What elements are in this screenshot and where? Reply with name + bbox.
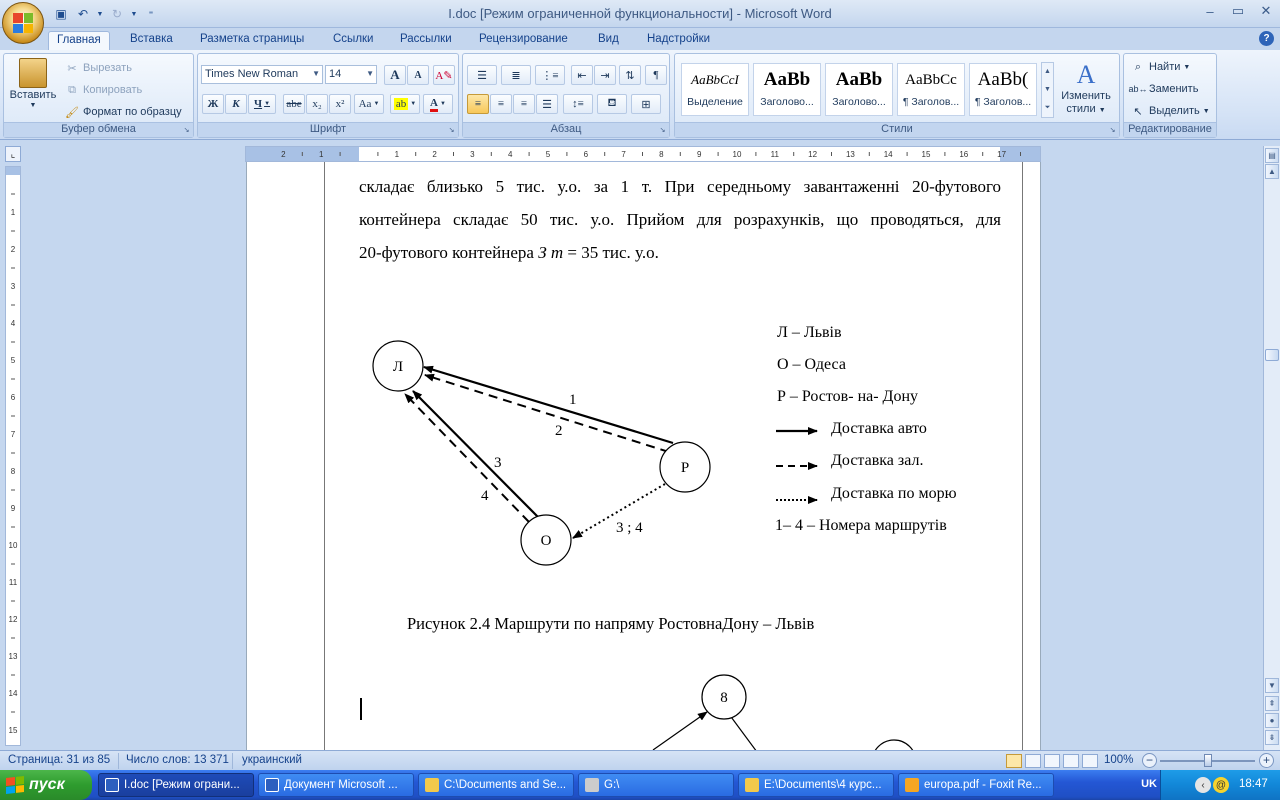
tab-mailings[interactable]: Рассылки [400, 33, 452, 45]
ruler-ticks [246, 147, 1042, 161]
web-layout-view-icon[interactable] [1044, 754, 1060, 768]
ruler-number: 3 [470, 150, 475, 159]
style-heading-3-sample: AaBbCc [905, 71, 957, 88]
highlighter-icon: ab [395, 98, 407, 110]
change-case-icon: Aa [358, 98, 372, 110]
multilevel-list-icon: ⋮≡ [541, 69, 559, 82]
editing-group [1123, 53, 1217, 138]
ruler-number: 1 [318, 150, 324, 159]
style-emphasis-name: Выделение [687, 96, 743, 108]
ruler-number: 12 [808, 150, 818, 159]
increase-indent-icon: ⇥ [600, 69, 610, 82]
customize-qat-icon[interactable]: ⁼ [148, 8, 154, 19]
window-controls [1196, 0, 1280, 22]
ruler-number: 13 [8, 652, 18, 661]
outline-view-icon[interactable] [1063, 754, 1079, 768]
route-sea-label: 3 ; 4 [616, 520, 643, 536]
system-tray [1141, 770, 1280, 800]
style-heading-1-sample: AaBb [763, 69, 811, 90]
office-logo-icon [13, 13, 33, 33]
scroll-down-arrow-icon[interactable]: ▼ [1265, 678, 1279, 693]
taskbar-item-drive-g[interactable] [578, 773, 734, 797]
tab-insert[interactable]: Вставка [130, 33, 173, 45]
style-heading-3[interactable] [897, 63, 965, 116]
ruler-number: 10 [732, 150, 742, 159]
styles-gallery-scroll[interactable] [1041, 62, 1054, 118]
pilcrow-icon: ¶ [653, 69, 659, 81]
ruler-number: 17 [997, 150, 1007, 159]
taskbar-item-document[interactable] [258, 773, 414, 797]
bold-button[interactable] [202, 94, 224, 114]
taskbar-item-label: C:\Documents and Se... [444, 779, 567, 791]
route-3-label: 3 [494, 455, 502, 471]
legend-rail: Доставка зал. [831, 452, 924, 469]
scroll-down-icon: ▼ [1044, 85, 1051, 93]
redo-icon[interactable]: ↻ [111, 7, 123, 21]
windows-flag-icon [6, 776, 24, 794]
start-button[interactable] [0, 770, 92, 800]
font-name-dropdown-icon: ▼ [312, 69, 320, 78]
change-case-button[interactable]: Aa ▼ [354, 94, 384, 114]
style-emphasis-sample: AaBbCcI [691, 72, 739, 87]
minimize-icon[interactable]: – [1206, 3, 1214, 19]
paint-bucket-icon: ⛾ [607, 97, 617, 109]
cut-label: Вырезать [83, 62, 132, 74]
style-heading-4[interactable] [969, 63, 1037, 116]
route-4-line [405, 394, 529, 522]
ruler-number: 9 [696, 150, 702, 159]
ruler-number: 7 [621, 150, 626, 159]
superscript-button[interactable] [329, 94, 351, 114]
ruler-number: 11 [770, 150, 779, 159]
node-rostov-label: Р [680, 460, 690, 476]
taskbar-item-documents-folder[interactable] [418, 773, 574, 797]
text-cursor [360, 698, 362, 720]
bold-icon: Ж [207, 98, 219, 110]
shrink-font-button[interactable] [407, 65, 429, 85]
ruler-number: 1 [10, 208, 16, 217]
ruler-number: 1 [394, 150, 400, 159]
ruler-number: 15 [921, 150, 931, 159]
undo-dropdown-icon[interactable]: ▼ [96, 10, 104, 18]
ruler-number: 7 [10, 430, 16, 439]
taskbar-item-word[interactable] [98, 773, 254, 797]
tab-references[interactable]: Ссылки [333, 33, 374, 45]
line-spacing-button[interactable] [563, 94, 593, 114]
styles-dialog-launcher-icon[interactable]: ↘ [1109, 127, 1116, 134]
line-spacing-icon: ↕≡ [572, 98, 584, 110]
strikethrough-button[interactable] [283, 94, 305, 114]
sort-button[interactable] [619, 65, 641, 85]
dialog-launcher-icon[interactable]: ↘ [183, 127, 190, 134]
copy-label: Копировать [83, 84, 143, 96]
paragraph-group-label: Абзац [463, 122, 669, 137]
document-area[interactable] [22, 162, 1262, 750]
style-heading-1-name: Заголово... [760, 96, 814, 108]
scissors-icon: ✂ [67, 62, 77, 75]
taskbar-item-course-folder[interactable] [738, 773, 894, 797]
tab-addins[interactable]: Надстройки [647, 33, 711, 45]
font-name-combo[interactable] [201, 65, 323, 84]
vertical-ruler-ticks [6, 167, 20, 747]
underline-icon: Ч [253, 98, 263, 110]
node-odesa-label: О [540, 533, 552, 549]
ruler-number: 2 [281, 150, 286, 159]
taskbar-item-label: Документ Microsoft ... [284, 779, 398, 791]
scroll-up-icon: ▲ [1044, 68, 1051, 76]
highlight-button[interactable]: ab ▼ [390, 94, 420, 114]
ruler-number: 6 [583, 150, 589, 159]
ruler-number: 12 [8, 615, 18, 624]
body-line-3-suffix: = 35 тис. у.о. [563, 243, 659, 262]
ruler-number: 13 [845, 150, 855, 159]
font-color-icon: A [430, 97, 438, 112]
superscript-icon: x² [335, 98, 345, 110]
bullets-button[interactable] [467, 65, 497, 85]
change-styles-label: Изменить [1061, 90, 1111, 102]
scroll-up-arrow-icon[interactable]: ▲ [1265, 164, 1279, 179]
draft-view-icon[interactable] [1082, 754, 1098, 768]
taskbar-item-label: europa.pdf - Foxit Re... [924, 779, 1042, 791]
font-name-value: Times New Roman [205, 68, 299, 80]
document-page[interactable] [246, 162, 1041, 750]
help-icon[interactable]: ? [1259, 31, 1274, 46]
style-heading-2-sample: AaBb [835, 69, 883, 90]
borders-button[interactable] [631, 94, 661, 114]
style-heading-2-name: Заголово... [832, 96, 886, 108]
numbering-button[interactable] [501, 65, 531, 85]
ruler-number: 2 [432, 150, 437, 159]
legend-auto: Доставка авто [831, 420, 927, 437]
increase-indent-button[interactable] [594, 65, 616, 85]
redo-dropdown-icon[interactable]: ▼ [130, 10, 138, 18]
align-right-icon: ≡ [520, 98, 528, 110]
window-title: I.doc [Режим ограниченной функциональности] - Microsoft Word [448, 6, 832, 21]
taskbar [0, 770, 1280, 800]
tab-review[interactable]: Рецензирование [479, 33, 568, 45]
zoom-out-icon[interactable]: − [1142, 753, 1157, 768]
ruler-number: 8 [10, 467, 16, 476]
format-painter-button[interactable] [64, 104, 182, 120]
style-heading-2[interactable] [825, 63, 893, 116]
font-group-label: Шрифт [198, 122, 458, 137]
body-line-3-prefix: 20-футового контейнера [359, 243, 539, 262]
clipboard-group [3, 53, 194, 138]
cursor-arrow-icon: ↖ [1133, 105, 1143, 118]
prev-page-icon[interactable]: ⇞ [1265, 696, 1279, 711]
editing-group-label: Редактирование [1124, 122, 1216, 137]
title-bar [0, 0, 1280, 28]
subscript-button[interactable] [306, 94, 328, 114]
ruler-number: 2 [10, 245, 16, 254]
select-label: Выделить [1149, 105, 1200, 117]
maximize-icon[interactable]: ▭ [1231, 3, 1245, 18]
ruler-number: 11 [8, 578, 18, 587]
style-heading-4-name: ¶ Заголов... [974, 96, 1032, 108]
subscript-icon: x₂ [312, 98, 322, 110]
word-icon [265, 778, 279, 792]
node-lviv-label: Л [392, 359, 404, 375]
legend-lviv: Л – Львів [777, 324, 842, 341]
tab-page-layout[interactable]: Разметка страницы [200, 33, 305, 45]
format-painter-label: Формат по образцу [83, 106, 182, 118]
shrink-font-icon: A [414, 69, 422, 81]
font-color-button[interactable]: A ▼ [423, 94, 453, 114]
route-2-label: 2 [555, 423, 563, 439]
underline-button[interactable]: Ч ▼ [248, 94, 276, 114]
grow-font-button[interactable] [384, 65, 406, 85]
next-page-icon[interactable]: ⇟ [1265, 730, 1279, 745]
strikethrough-icon: abe [286, 98, 302, 110]
node-eight-label: 8 [720, 690, 728, 706]
browse-object-icon[interactable]: ● [1265, 713, 1279, 728]
bullets-icon: ☰ [477, 69, 487, 82]
show-marks-button[interactable] [645, 65, 667, 85]
clock[interactable]: 18:47 [1239, 778, 1268, 790]
legend-odesa: О – Одеса [777, 356, 846, 373]
grow-font-icon: A [390, 67, 400, 82]
route-1-line [424, 367, 673, 443]
font-group [197, 53, 459, 138]
full-screen-view-icon[interactable] [1025, 754, 1041, 768]
clear-format-icon: A✎ [435, 69, 453, 82]
vertical-scrollbar[interactable] [1263, 146, 1280, 750]
tab-home[interactable]: Главная [48, 31, 110, 50]
align-center-icon: ≡ [497, 98, 505, 110]
taskbar-item-label: G:\ [604, 779, 620, 791]
ruler-number: 4 [507, 150, 513, 159]
multilevel-list-button[interactable] [535, 65, 565, 85]
node-partial [872, 740, 916, 750]
figure-caption: Рисунок 2.4 Маршрути по напряму РостовнаДону – Львів [407, 614, 815, 633]
ribbon-tabs [0, 28, 1280, 50]
justify-icon: ☰ [542, 98, 552, 111]
align-left-button[interactable] [467, 94, 489, 114]
route-4-label: 4 [481, 488, 489, 504]
body-line-2: контейнера складає 50 тис. у.о. Прийом для розрахунків, що проводяться, для [359, 210, 1001, 229]
tab-view[interactable]: Вид [598, 33, 619, 45]
zoom-slider-thumb[interactable] [1204, 754, 1212, 767]
taskbar-item-label: I.doc [Режим ограни... [124, 779, 240, 791]
style-heading-3-name: ¶ Заголов... [902, 96, 960, 108]
style-heading-4-sample: AaBb( [977, 69, 1029, 90]
binoculars-icon: ⌕ [1134, 60, 1142, 73]
style-heading-1[interactable] [753, 63, 821, 116]
language[interactable]: украинский [242, 754, 302, 766]
decrease-indent-button[interactable] [571, 65, 593, 85]
ruler-number: 8 [659, 150, 664, 159]
paste-label: Вставить [9, 89, 57, 101]
word-count[interactable]: Число слов: 13 371 [126, 754, 229, 766]
tab-selector[interactable]: ⌞ [5, 146, 21, 162]
align-center-button[interactable] [490, 94, 512, 114]
print-layout-view-icon[interactable] [1006, 754, 1022, 768]
route-3-line [413, 391, 538, 517]
brush-icon: 🖌 [65, 106, 79, 119]
legend-route-numbers: 1– 4 – Номера маршрутів [775, 517, 947, 534]
horizontal-ruler[interactable] [245, 146, 1041, 162]
replace-button[interactable] [1130, 81, 1198, 97]
font-size-combo[interactable] [325, 65, 377, 84]
justify-button[interactable] [536, 94, 558, 114]
undo-icon[interactable]: ↶ [77, 7, 89, 21]
ruler-number: 14 [8, 689, 18, 698]
select-button[interactable]: ↖ Выделить ▼ [1130, 103, 1210, 119]
taskbar-item-label: E:\Documents\4 курс... [764, 779, 882, 791]
ribbon [0, 50, 1280, 140]
word-icon [105, 778, 119, 792]
ruler-number: 5 [10, 356, 16, 365]
paste-dropdown-icon: ▼ [29, 102, 37, 109]
drive-icon [585, 778, 599, 792]
change-styles-label-2: стили ▼ [1066, 103, 1106, 115]
ruler-number: 15 [8, 726, 18, 735]
find-button[interactable]: ⌕ Найти ▼ [1130, 59, 1190, 75]
second-diagram-edge-1 [653, 712, 707, 750]
zoom-in-icon[interactable]: + [1259, 753, 1274, 768]
font-size-dropdown-icon: ▼ [366, 69, 374, 78]
save-icon[interactable]: ▣ [55, 7, 67, 21]
align-right-button[interactable] [513, 94, 535, 114]
body-line-3-italic: З т [538, 243, 564, 262]
replace-icon: ab↔ [1128, 84, 1148, 94]
vertical-ruler[interactable] [5, 166, 21, 746]
shading-button[interactable] [597, 94, 627, 114]
taskbar-item-foxit[interactable] [898, 773, 1054, 797]
ruler-number: 10 [8, 541, 18, 550]
page-count[interactable]: Страница: 31 из 85 [8, 754, 111, 766]
legend-rostov: Р – Ростов- на- Дону [777, 388, 919, 405]
route-1-label: 1 [569, 392, 577, 408]
clear-format-button[interactable] [433, 65, 455, 85]
zoom-level[interactable]: 100% [1104, 754, 1134, 766]
change-styles-icon: A [1076, 60, 1096, 89]
paste-button[interactable] [8, 58, 58, 109]
paste-icon [19, 58, 47, 88]
styles-group-label: Стили [675, 122, 1119, 137]
ruler-number: 4 [10, 319, 16, 328]
start-label: пуск [29, 776, 65, 793]
styles-group [674, 53, 1120, 138]
italic-button[interactable] [225, 94, 247, 114]
status-bar [0, 750, 1280, 770]
copy-icon: ⧉ [68, 83, 76, 96]
numbering-icon: ≣ [511, 69, 521, 82]
borders-icon: ⊞ [641, 98, 651, 111]
cut-button[interactable] [64, 60, 132, 76]
paragraph-dialog-launcher-icon[interactable]: ↘ [659, 127, 666, 134]
font-size-value: 14 [329, 68, 342, 80]
find-label: Найти [1149, 61, 1181, 73]
close-icon[interactable]: ✕ [1260, 3, 1272, 18]
align-left-icon: ≡ [474, 98, 482, 110]
more-icon: ⏷ [1044, 103, 1051, 111]
ruler-number: 14 [883, 150, 893, 159]
replace-label: Заменить [1149, 83, 1199, 95]
back-arrow-icon[interactable]: ‹ [1195, 777, 1211, 793]
paragraph-group [462, 53, 670, 138]
italic-icon: К [232, 98, 240, 110]
office-button[interactable] [2, 2, 44, 44]
style-emphasis[interactable] [681, 63, 749, 116]
font-dialog-launcher-icon[interactable]: ↘ [448, 127, 455, 134]
pdf-icon [905, 778, 919, 792]
network-icon[interactable]: @ [1213, 777, 1229, 793]
ruler-toggle-icon[interactable]: ▤ [1265, 148, 1279, 163]
language-indicator[interactable]: UK [1141, 778, 1157, 790]
sort-icon: ⇅ [625, 69, 635, 82]
scroll-thumb[interactable] [1265, 349, 1279, 361]
ruler-number: 3 [10, 282, 16, 291]
ruler-number: 5 [545, 150, 551, 159]
folder-icon [745, 778, 759, 792]
body-line-1: складає близько 5 тис. у.о. за 1 т. При середньому завантаженні 20-футового [359, 177, 1001, 196]
ruler-number: 9 [10, 504, 16, 513]
change-styles-button[interactable] [1057, 60, 1115, 117]
clipboard-group-label: Буфер обмена [4, 122, 193, 137]
status-separator [118, 753, 119, 769]
status-separator [232, 753, 233, 769]
legend-sea: Доставка по морю [831, 485, 957, 502]
copy-button[interactable] [64, 82, 142, 98]
folder-icon [425, 778, 439, 792]
ruler-number: 6 [10, 393, 16, 402]
decrease-indent-icon: ⇤ [577, 69, 587, 82]
ruler-number: 16 [959, 150, 969, 159]
